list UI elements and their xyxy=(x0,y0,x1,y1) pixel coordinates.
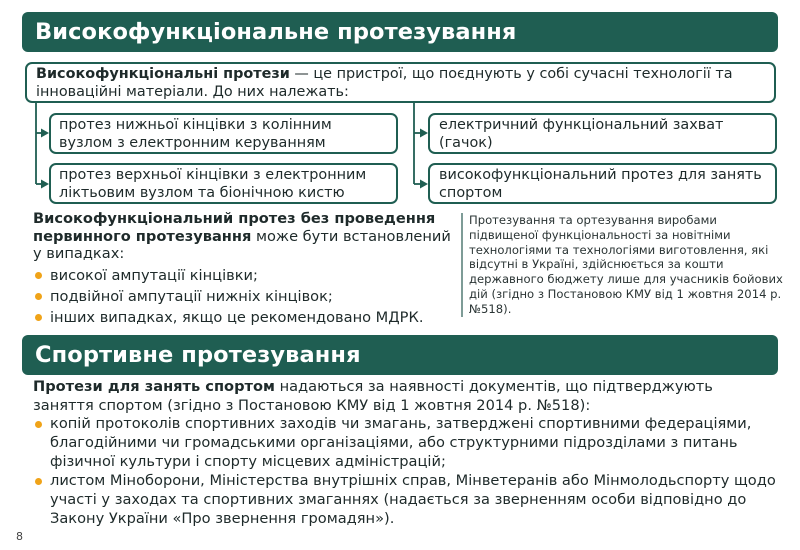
list-item-text: листом Міноборони, Міністерства внутрішніх справ, Мінветеранів або Мінмолодьспорту щодо участі у заходах та спортивних змаганнях (надається за зверненням особи відповідно до Закону України «Про звернення громадян»). xyxy=(50,472,776,527)
lead-bold: Високофункціональний протез без проведення первинного протезування xyxy=(33,210,436,245)
list-item xyxy=(33,265,453,286)
sport-intro-rest: надаються за наявності документів, що підтверджують заняття спортом (згідно з Постановою КМУ від 1 жовтня 2014 р. №518): xyxy=(33,378,713,414)
cases-list xyxy=(33,265,453,328)
list-item xyxy=(33,471,781,528)
lead-rest: може бути встановлений у випадках: xyxy=(33,227,451,262)
list-item-text: подвійної ампутації нижніх кінцівок; xyxy=(50,288,333,305)
bullet-icon xyxy=(35,293,42,300)
prosthesis-type-box: електричний функціональний захват (гачок) xyxy=(428,113,777,154)
section-heading-sport: Спортивне протезування xyxy=(22,335,778,375)
list-item xyxy=(33,307,453,328)
section-heading-high-function: Високофункціональне протезування xyxy=(22,12,778,52)
bullet-icon xyxy=(35,272,42,279)
prosthesis-type-box: протез верхньої кінцівки з електронним ліктьовим вузлом та біонічною кистю xyxy=(49,163,398,204)
bullet-icon xyxy=(35,421,42,428)
list-item-text: високої ампутації кінцівки; xyxy=(50,267,258,284)
sport-intro-bold: Протези для занять спортом xyxy=(33,378,275,395)
page-number: 8 xyxy=(16,530,23,543)
intro-box xyxy=(25,62,776,103)
prosthesis-type-box: протез нижньої кінцівки з колінним вузлом з електронним керуванням xyxy=(49,113,398,154)
note-divider xyxy=(461,213,463,317)
list-item-text: копій протоколів спортивних заходів чи змагань, затверджені спортивними федераціями, благодійними чи громадськими організаціями, або структурними підрозділами з питань фізичної культури і спорту місцевих адміністрацій; xyxy=(50,415,752,470)
sport-intro xyxy=(33,377,778,415)
bullet-icon xyxy=(35,478,42,485)
intro-definition: — це пристрої, що поєднують у собі сучасні технології та інноваційні матеріали. До них належать: xyxy=(36,66,733,100)
sport-documents-list xyxy=(33,414,781,528)
list-item xyxy=(33,286,453,307)
list-item-text: інших випадках, якщо це рекомендовано МДРК. xyxy=(50,309,424,326)
bullet-icon xyxy=(35,314,42,321)
prosthesis-type-box: високофункціональний протез для занять спортом xyxy=(428,163,777,204)
funding-note: Протезування та ортезування виробами підвищеної функціональності за новітніми технологіями та технологіями виготовлення, які відсутні в Україні, здійснюється за кошти державного бюджету лише для учасників бойових дій (згідно з Постановою КМУ від 1 жовтня 2014 р. №518). xyxy=(469,213,783,316)
list-item xyxy=(33,414,781,471)
no-primary-prosthetics-lead xyxy=(33,210,453,263)
intro-term: Високофункціональні протези xyxy=(36,66,290,82)
